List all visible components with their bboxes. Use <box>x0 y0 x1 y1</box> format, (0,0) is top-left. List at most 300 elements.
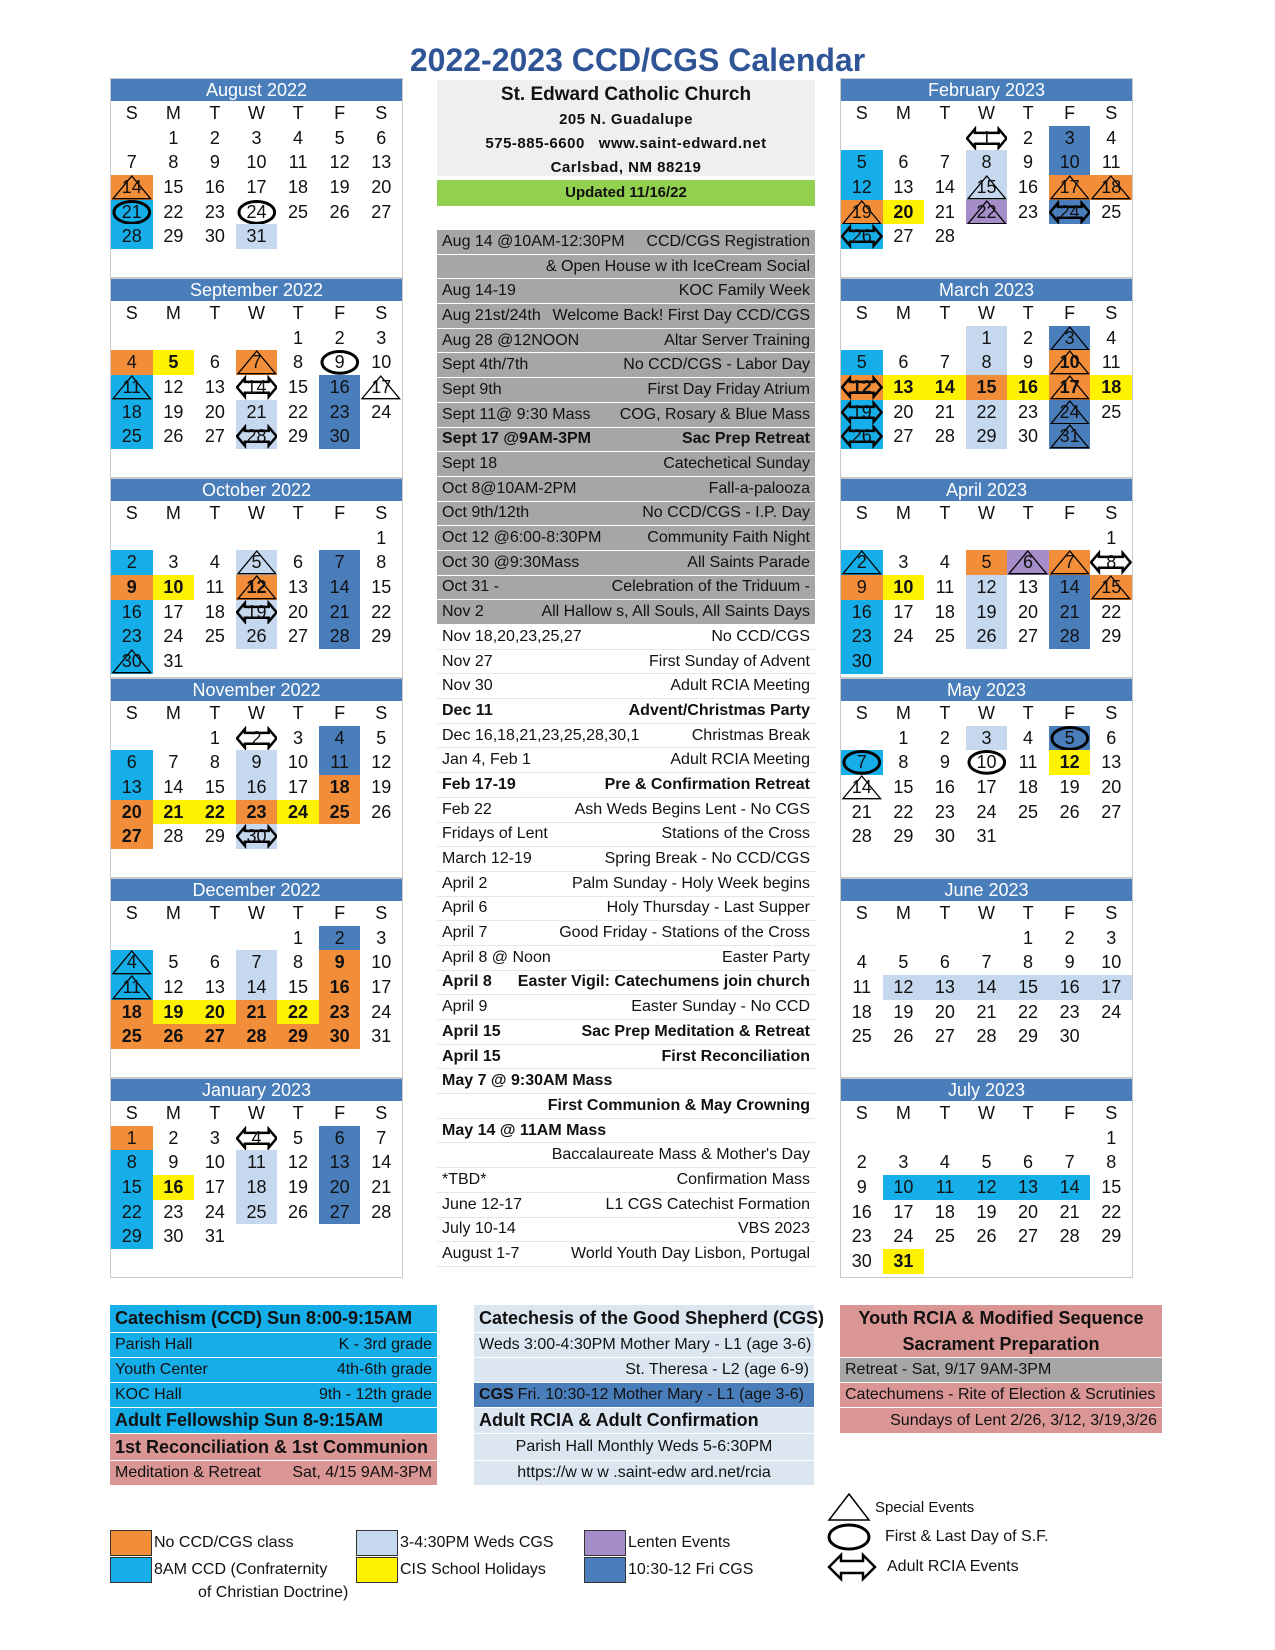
day-cell <box>841 800 883 825</box>
empty-cell <box>319 526 361 551</box>
day-number: 11 <box>1101 152 1121 173</box>
day-number: 12 <box>1059 752 1080 773</box>
weekday-label: M <box>165 1102 181 1123</box>
day-number: 3 <box>1106 927 1117 948</box>
legend-label: Adult RCIA Events <box>887 1558 1019 1575</box>
day-number: 9 <box>856 576 867 597</box>
month-header: June 2023 <box>841 879 1132 901</box>
day-cell <box>1007 575 1049 600</box>
day-number: 27 <box>371 201 392 222</box>
day-cell <box>194 175 236 200</box>
weekday-label: M <box>165 702 181 723</box>
empty-cell <box>153 926 195 951</box>
empty-cell <box>111 326 153 351</box>
event-description: & Open House w ith IceCream Social <box>545 257 810 275</box>
day-number: 26 <box>893 1026 914 1047</box>
event-date: Dec 11 <box>442 701 493 719</box>
day-number: 17 <box>163 601 184 622</box>
event-row <box>437 230 815 255</box>
day-cell <box>883 950 925 975</box>
day-number: 1 <box>981 127 992 148</box>
day-cell <box>277 600 319 625</box>
day-number: 8 <box>1106 1152 1117 1173</box>
day-cell <box>966 175 1008 200</box>
day-cell <box>111 624 153 649</box>
day-cell <box>1049 175 1091 200</box>
day-number: 18 <box>246 1176 267 1197</box>
empty-cell <box>1007 1126 1049 1151</box>
day-number: 2 <box>856 552 867 573</box>
day-cell <box>1007 200 1049 225</box>
empty-cell <box>924 126 966 151</box>
event-date: Nov 27 <box>442 652 493 670</box>
day-cell <box>153 200 195 225</box>
legend-ccd-cont <box>198 1584 348 1602</box>
day-number: 8 <box>126 1152 137 1173</box>
weekday-label: T <box>1022 502 1034 523</box>
day-cell <box>1090 550 1132 575</box>
day-number: 21 <box>163 801 184 822</box>
event-description: Sac Prep Meditation & Retreat <box>581 1022 810 1040</box>
weekday-label: F <box>334 502 346 523</box>
empty-cell <box>924 326 966 351</box>
event-date: Aug 14-19 <box>442 282 516 300</box>
event-row <box>437 724 815 749</box>
day-cell <box>1090 150 1132 175</box>
month-grid <box>841 101 1132 249</box>
day-cell <box>841 1200 883 1225</box>
day-cell <box>111 1150 153 1175</box>
day-cell <box>966 326 1008 351</box>
day-cell <box>966 1224 1008 1249</box>
day-number: 16 <box>1018 376 1039 397</box>
month-header: May 2023 <box>841 679 1132 701</box>
event-row <box>437 699 815 724</box>
event-date: April 6 <box>442 899 488 917</box>
day-cell <box>1090 950 1132 975</box>
rcia-link[interactable] <box>474 1460 814 1485</box>
day-cell <box>1007 975 1049 1000</box>
day-number: 21 <box>329 601 350 622</box>
empty-cell <box>111 726 153 751</box>
day-number: 12 <box>163 376 184 397</box>
day-number: 24 <box>246 201 267 222</box>
cgs-box <box>474 1305 825 1485</box>
event-description: Celebration of the Triduum - <box>611 578 810 596</box>
event-description: All Hallow s, All Souls, All Saints Days <box>541 603 810 621</box>
day-number: 28 <box>371 1201 392 1222</box>
day-number: 15 <box>288 376 309 397</box>
day-number: 21 <box>934 201 955 222</box>
day-cell <box>1007 175 1049 200</box>
event-description: Baccalaureate Mass & Mother's Day <box>551 1146 810 1164</box>
day-cell <box>277 1175 319 1200</box>
day-number: 31 <box>1059 426 1080 447</box>
weekday-label: S <box>1105 502 1118 523</box>
month-header: August 2022 <box>111 79 402 101</box>
day-cell <box>111 1024 153 1049</box>
weekday-label: S <box>855 502 868 523</box>
day-number: 1 <box>1106 1127 1117 1148</box>
day-number: 9 <box>126 576 137 597</box>
day-cell <box>841 950 883 975</box>
day-cell <box>1049 550 1091 575</box>
event-date: Aug 28 @12NOON <box>442 331 580 349</box>
day-cell <box>319 550 361 575</box>
empty-cell <box>924 926 966 951</box>
day-number: 18 <box>121 1001 142 1022</box>
youth-catechumens-text: Catechumens - Rite of Election & Scrutinies <box>845 1386 1156 1403</box>
day-cell <box>360 950 402 975</box>
day-number: 3 <box>1064 327 1075 348</box>
day-cell <box>319 624 361 649</box>
day-number: 3 <box>1064 127 1075 148</box>
weekday-label: W <box>977 702 995 723</box>
day-number: 16 <box>329 976 350 997</box>
day-number: 17 <box>893 601 914 622</box>
day-number: 4 <box>939 552 950 573</box>
empty-cell <box>841 326 883 351</box>
day-number: 17 <box>246 176 267 197</box>
day-number: 9 <box>1023 352 1034 373</box>
legend-weds-cgs <box>356 1530 554 1556</box>
day-cell <box>924 1175 966 1200</box>
event-row <box>437 279 815 304</box>
month-grid <box>841 1101 1132 1274</box>
day-number: 8 <box>898 752 909 773</box>
day-cell <box>1007 726 1049 751</box>
day-cell <box>966 624 1008 649</box>
event-row <box>437 1168 815 1193</box>
day-cell <box>153 975 195 1000</box>
day-number: 22 <box>163 201 184 222</box>
event-row <box>437 625 815 650</box>
day-number: 1 <box>293 927 304 948</box>
day-cell <box>1007 126 1049 151</box>
day-number: 16 <box>1018 176 1039 197</box>
weekday-label: W <box>247 502 265 523</box>
day-cell <box>360 1175 402 1200</box>
month-january-2023 <box>110 1078 403 1278</box>
day-cell <box>1007 926 1049 951</box>
day-number: 22 <box>371 601 392 622</box>
event-row <box>437 897 815 922</box>
event-date: Sept 11@ 9:30 Mass <box>442 405 591 423</box>
empty-cell <box>841 526 883 551</box>
day-cell <box>841 175 883 200</box>
day-cell <box>841 575 883 600</box>
day-cell <box>966 600 1008 625</box>
empty-cell <box>236 926 278 951</box>
day-cell <box>153 375 195 400</box>
event-row <box>437 1045 815 1070</box>
day-cell <box>841 975 883 1000</box>
month-header: October 2022 <box>111 479 402 501</box>
day-number: 24 <box>1059 201 1080 222</box>
day-cell <box>1007 326 1049 351</box>
day-number: 15 <box>163 176 184 197</box>
day-number: 1 <box>168 127 179 148</box>
event-row <box>437 995 815 1020</box>
day-number: 13 <box>1018 576 1039 597</box>
event-description: World Youth Day Lisbon, Portugal <box>571 1245 810 1263</box>
empty-cell <box>194 526 236 551</box>
day-cell <box>194 824 236 849</box>
day-cell <box>319 750 361 775</box>
day-cell <box>966 126 1008 151</box>
day-cell <box>841 1150 883 1175</box>
day-cell <box>966 424 1008 449</box>
day-cell <box>319 800 361 825</box>
day-cell <box>153 649 195 674</box>
day-cell <box>924 824 966 849</box>
day-cell <box>841 750 883 775</box>
day-cell <box>883 800 925 825</box>
day-cell <box>111 1175 153 1200</box>
event-description: Palm Sunday - Holy Week begins <box>571 874 810 892</box>
day-cell <box>1049 200 1091 225</box>
cgs-header <box>474 1305 825 1332</box>
day-number: 14 <box>934 376 955 397</box>
day-cell <box>1090 726 1132 751</box>
day-cell <box>1090 1126 1132 1151</box>
ccd-row <box>110 1382 437 1407</box>
day-cell <box>1049 126 1091 151</box>
event-date: Oct 12 @6:00-8:30PM <box>442 529 602 547</box>
weekday-label: F <box>334 102 346 123</box>
day-number: 22 <box>288 401 309 422</box>
retreat-right: Sat, 4/15 9AM-3PM <box>292 1464 432 1481</box>
day-number: 31 <box>204 1226 225 1247</box>
day-cell <box>1049 326 1091 351</box>
day-cell <box>924 1200 966 1225</box>
ccd-row-right: K - 3rd grade <box>338 1336 432 1353</box>
day-number: 4 <box>856 952 867 973</box>
day-number: 30 <box>934 826 955 847</box>
day-number: 14 <box>246 376 267 397</box>
day-cell <box>194 1024 236 1049</box>
empty-cell <box>1007 526 1049 551</box>
day-number: 6 <box>1106 727 1117 748</box>
day-number: 28 <box>246 426 267 447</box>
empty-cell <box>111 126 153 151</box>
day-cell <box>924 975 966 1000</box>
weekday-label: T <box>209 1102 221 1123</box>
empty-cell <box>194 326 236 351</box>
day-number: 14 <box>163 776 184 797</box>
day-number: 14 <box>1059 1176 1080 1197</box>
day-cell <box>1049 926 1091 951</box>
weekday-label: T <box>292 102 304 123</box>
day-cell <box>153 424 195 449</box>
day-cell <box>883 600 925 625</box>
day-number: 3 <box>251 127 262 148</box>
day-number: 25 <box>1101 401 1122 422</box>
day-cell <box>111 424 153 449</box>
day-cell <box>111 975 153 1000</box>
day-number: 4 <box>126 952 137 973</box>
day-cell <box>924 950 966 975</box>
day-cell <box>277 1126 319 1151</box>
month-july-2023 <box>840 1078 1133 1278</box>
weekday-label: T <box>1022 702 1034 723</box>
day-number: 27 <box>204 1026 225 1047</box>
day-number: 18 <box>934 1201 955 1222</box>
day-cell <box>236 1175 278 1200</box>
legend-label: CIS School Holidays <box>400 1561 546 1578</box>
day-number: 2 <box>251 727 262 748</box>
ccd-box <box>110 1305 437 1485</box>
day-cell <box>924 375 966 400</box>
day-number: 27 <box>1101 801 1122 822</box>
day-cell <box>277 350 319 375</box>
event-description: Easter Sunday - No CCD <box>631 998 810 1016</box>
event-description: Easter Vigil: Catechumens join church <box>517 973 810 991</box>
day-cell <box>111 775 153 800</box>
day-cell <box>360 800 402 825</box>
day-number: 5 <box>856 352 867 373</box>
day-number: 29 <box>1101 1226 1122 1247</box>
day-cell <box>319 1200 361 1225</box>
day-number: 20 <box>204 401 225 422</box>
day-cell <box>966 824 1008 849</box>
day-cell <box>841 1000 883 1025</box>
day-number: 27 <box>1018 1226 1039 1247</box>
day-number: 5 <box>376 727 387 748</box>
day-number: 29 <box>893 826 914 847</box>
empty-cell <box>153 526 195 551</box>
day-number: 17 <box>1059 176 1080 197</box>
event-date: April 8 <box>442 973 492 991</box>
weekday-label: S <box>125 502 138 523</box>
month-february-2023 <box>840 78 1133 278</box>
day-cell <box>319 1150 361 1175</box>
day-cell <box>153 1000 195 1025</box>
day-cell <box>277 726 319 751</box>
day-cell <box>841 550 883 575</box>
day-number: 25 <box>246 1201 267 1222</box>
day-number: 18 <box>1101 376 1122 397</box>
day-cell <box>319 1126 361 1151</box>
day-number: 31 <box>246 226 267 247</box>
day-cell <box>966 350 1008 375</box>
day-number: 3 <box>898 552 909 573</box>
day-number: 26 <box>288 1201 309 1222</box>
day-number: 11 <box>247 1152 266 1173</box>
day-cell <box>153 800 195 825</box>
day-cell <box>236 1126 278 1151</box>
day-cell <box>924 726 966 751</box>
day-number: 15 <box>976 176 997 197</box>
day-cell <box>319 350 361 375</box>
reconciliation-header <box>110 1433 437 1460</box>
day-number: 15 <box>121 1176 142 1197</box>
day-number: 2 <box>939 727 950 748</box>
day-number: 9 <box>1064 952 1075 973</box>
day-number: 1 <box>293 327 304 348</box>
reconciliation-retreat <box>110 1460 437 1485</box>
day-number: 16 <box>851 601 872 622</box>
event-date: April 15 <box>442 1022 501 1040</box>
ccd-row-left: KOC Hall <box>115 1386 182 1403</box>
day-number: 8 <box>209 752 220 773</box>
month-header: February 2023 <box>841 79 1132 101</box>
day-number: 13 <box>1018 1176 1039 1197</box>
day-number: 9 <box>939 752 950 773</box>
event-description: No CCD/CGS - Labor Day <box>623 356 810 374</box>
day-number: 21 <box>851 801 872 822</box>
ccd-header-text: Catechism (CCD) Sun 8:00-9:15AM <box>115 1308 413 1328</box>
rcia-url[interactable]: https://w w w .saint-edw ard.net/rcia <box>517 1464 771 1481</box>
day-number: 19 <box>163 1001 184 1022</box>
updated-banner: Updated 11/16/22 <box>437 180 815 206</box>
day-cell <box>966 550 1008 575</box>
day-cell <box>1049 400 1091 425</box>
event-row <box>437 576 815 601</box>
day-number: 12 <box>288 1152 309 1173</box>
event-date: Sept 18 <box>442 455 498 473</box>
ccd-row <box>110 1357 437 1382</box>
weekday-label: W <box>247 1102 265 1123</box>
day-number: 6 <box>376 127 387 148</box>
event-date: Sept 9th <box>442 380 502 398</box>
day-cell <box>883 1224 925 1249</box>
day-number: 25 <box>288 201 309 222</box>
day-number: 21 <box>1059 601 1080 622</box>
day-number: 4 <box>939 1152 950 1173</box>
event-description: Sac Prep Retreat <box>681 430 810 448</box>
day-cell <box>841 624 883 649</box>
day-cell <box>194 800 236 825</box>
event-row <box>437 403 815 428</box>
legend-fri-cgs <box>584 1557 753 1583</box>
day-number: 3 <box>209 1127 220 1148</box>
day-cell <box>277 775 319 800</box>
weekday-label: S <box>855 102 868 123</box>
day-number: 17 <box>976 776 997 797</box>
day-number: 8 <box>1106 552 1117 573</box>
empty-cell <box>153 726 195 751</box>
day-cell <box>1049 775 1091 800</box>
weekday-label: W <box>977 102 995 123</box>
day-number: 4 <box>1106 327 1117 348</box>
day-cell <box>1049 1175 1091 1200</box>
day-cell <box>1090 400 1132 425</box>
day-cell <box>360 624 402 649</box>
day-cell <box>1049 1224 1091 1249</box>
month-grid <box>111 501 402 674</box>
day-number: 24 <box>371 401 392 422</box>
day-cell <box>883 1175 925 1200</box>
day-cell <box>153 775 195 800</box>
church-address: 205 N. Guadalupe <box>559 111 693 128</box>
legend-rcia <box>827 1551 1019 1583</box>
event-row <box>437 255 815 280</box>
weekday-label: T <box>1022 902 1034 923</box>
day-number: 4 <box>1106 127 1117 148</box>
weekday-label: W <box>977 902 995 923</box>
day-cell <box>111 575 153 600</box>
oval-icon <box>827 1522 871 1552</box>
day-cell <box>194 126 236 151</box>
event-date: Feb 22 <box>442 800 492 818</box>
youth-sundays <box>840 1407 1162 1433</box>
day-cell <box>236 824 278 849</box>
adult-fellowship-text: Adult Fellowship Sun 8-9:15AM <box>115 1410 384 1430</box>
event-description: Altar Server Training <box>664 331 810 349</box>
day-number: 24 <box>1101 1001 1122 1022</box>
day-cell <box>883 750 925 775</box>
